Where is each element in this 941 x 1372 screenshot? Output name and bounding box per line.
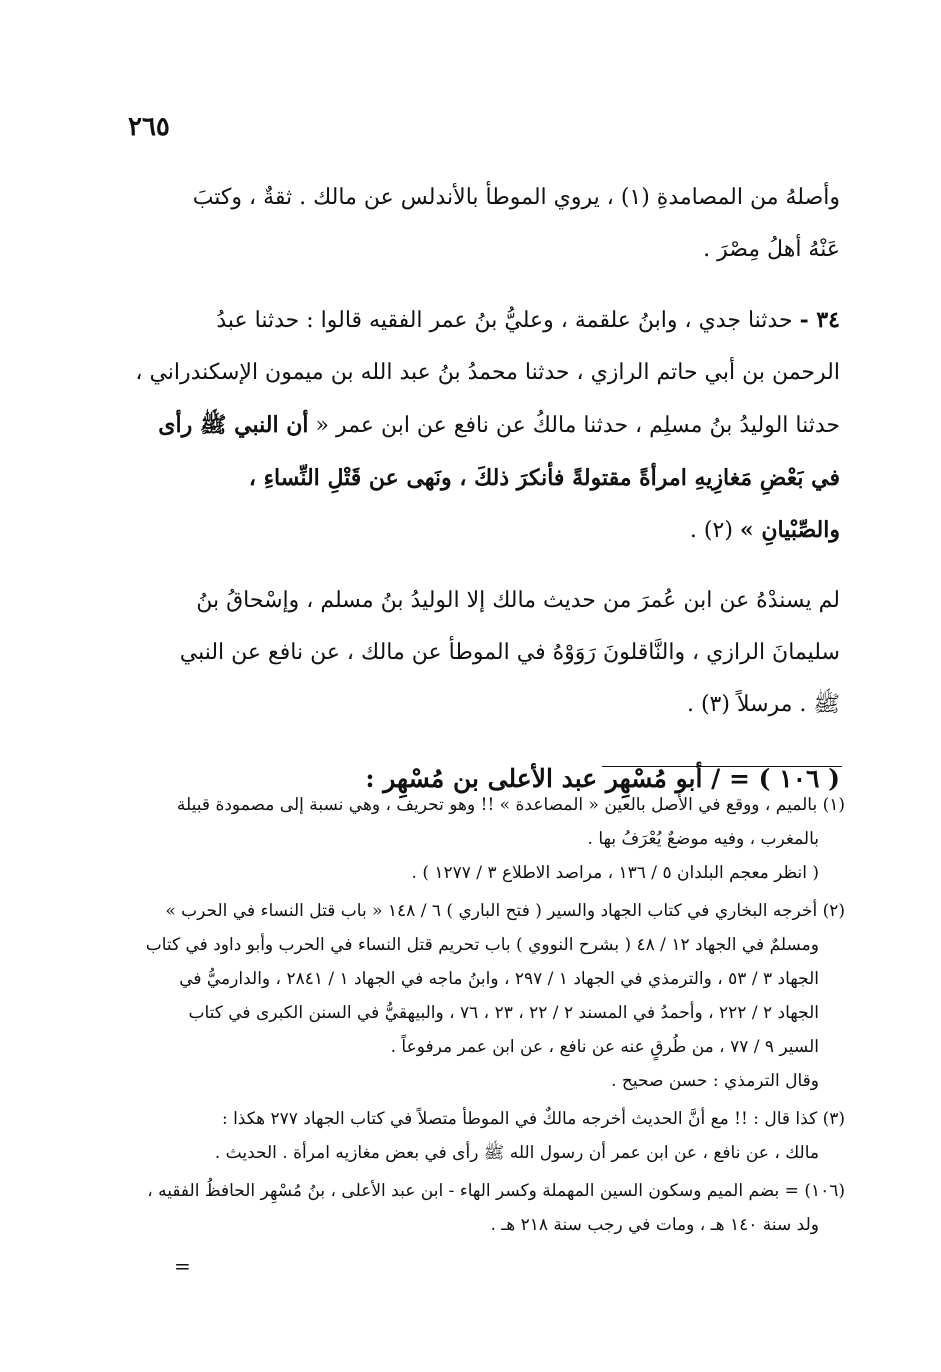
paragraph-commentary bbox=[128, 575, 840, 731]
text-line: وأصلهُ من المصامدةِ (١) ، يروي الموطأ بالأندلس عن مالك . ثقةٌ ، وكتبَ bbox=[192, 185, 840, 210]
footnote-text: بالميم ، ووقع في الأصل بالعين « المصاعدة » !! وهو تحريف ، وهي نسبة إلى مصمودة قبيلة bbox=[176, 795, 818, 815]
hadith-matn: أن النبي ﷺ رأى bbox=[158, 412, 309, 438]
hadith-matn: في بَعْضِ مَغازِيهِ امرأةً مقتولةً فأنكرَ ذلكَ ، ونَهى عن قَتْلِ النِّساءِ ، bbox=[248, 465, 840, 491]
footnote-line bbox=[140, 894, 845, 928]
hadith-number: ٣٤ - bbox=[799, 307, 840, 333]
text-line bbox=[128, 294, 840, 347]
footnote-line: ولد سنة ١٤٠ هـ ، ومات في رجب سنة ٢١٨ هـ . bbox=[490, 1215, 819, 1235]
text-line bbox=[128, 399, 840, 452]
text-line: الرحمن بن أبي حاتم الرازي ، حدثنا محمدُ بنُ عبد الله بن ميمون الإسكندراني ، bbox=[135, 360, 840, 385]
continuation-mark: = bbox=[174, 1254, 191, 1278]
footnote-line: الجهاد ٣ / ٥٣ ، والترمذي في الجهاد ١ / ٢٩٧ ، وابنُ ماجه في الجهاد ١ / ٢٨٤١ ، والدارميُّ في bbox=[179, 969, 819, 989]
footnote-line: ومسلمٌ في الجهاد ١٢ / ٤٨ ( بشرح النووي ) باب تحريم قتل النساء في الحرب وأبو داود في كتاب bbox=[145, 935, 819, 955]
footnote-3 bbox=[140, 1102, 845, 1170]
footnote-106 bbox=[140, 1174, 845, 1242]
footnote-line: بالمغرب ، وفيه موضعٌ يُعْرَفُ بها . bbox=[587, 829, 819, 849]
paragraph-hadith-34 bbox=[128, 294, 840, 557]
main-text bbox=[128, 172, 840, 809]
entry-heading: ( ١٠٦ ) = / أبو مُسْهِر عبد الأعلى بن مُسْهِر : bbox=[365, 764, 840, 793]
footnote-2 bbox=[140, 894, 845, 1098]
paragraph-narrator-description bbox=[128, 172, 840, 276]
footnote-line: وقال الترمذي : حسن صحيح . bbox=[611, 1071, 819, 1091]
footnote-line bbox=[140, 1174, 845, 1208]
footnote-text: كذا قال : !! مع أنَّ الحديث أخرجه مالكٌ في الموطأ متصلاً في كتاب الجهاد ٢٧٧ هكذا : bbox=[221, 1109, 818, 1129]
footnote-line bbox=[140, 788, 845, 822]
footnote-number: (١٠٦) bbox=[804, 1181, 845, 1201]
footnotes bbox=[140, 788, 845, 1246]
footnote-number: (٢) bbox=[822, 901, 845, 921]
isnad-text: حدثنا جدي ، وابنُ علقمة ، وعليُّ بنُ عمر الفقيه قالوا : حدثنا عبدُ bbox=[216, 308, 793, 333]
hadith-matn: والصِّبْيانِ » bbox=[739, 517, 840, 543]
footnote-text: = بضم الميم وسكون السين المهملة وكسر الهاء - ابن عبد الأعلى ، بنُ مُسْهِر الحافظُ الفقيه ، bbox=[147, 1181, 799, 1201]
footnote-line bbox=[140, 1102, 845, 1136]
text-line: سليمانَ الرازي ، والنَّاقلونَ رَوَوْهُ في الموطأ عن مالك ، عن نافع عن النبي bbox=[179, 640, 840, 665]
footnote-line: السير ٩ / ٧٧ ، من طُرقٍ عنه عن نافع ، عن ابن عمر مرفوعاً . bbox=[390, 1037, 819, 1057]
isnad-text: حدثنا الوليدُ بنُ مسلِم ، حدثنا مالكُ عن نافع عن ابن عمر « bbox=[315, 413, 840, 438]
text-line: عَنْهُ أهلُ مِصْرَ . bbox=[703, 237, 840, 262]
footnote-line: ( انظر معجم البلدان ٥ / ١٣٦ ، مراصد الاطلاع ٣ / ١٢٧٧ ) . bbox=[411, 863, 819, 883]
text-line: ﷺ . مرسلاً (٣) . bbox=[686, 692, 840, 717]
footnote-line: الجهاد ٢ / ٢٢٢ ، وأحمدُ في المسند ٢ / ٢٢ ، ٢٣ ، ٧٦ ، والبيهقيُّ في السنن الكبرى في كتاب bbox=[188, 1003, 819, 1023]
footnote-1 bbox=[140, 788, 845, 890]
page-number: ٢٦٥ bbox=[128, 112, 170, 142]
footnote-text: أخرجه البخاري في كتاب الجهاد والسير ( فتح الباري ) ٦ / ١٤٨ « باب قتل النساء في الحرب » bbox=[165, 901, 818, 921]
text-line bbox=[128, 504, 840, 557]
text-line: لم يسندْهُ عن ابن عُمرَ من حديث مالك إلا الوليدُ بنُ مسلم ، وإسْحاقُ بنُ bbox=[196, 588, 840, 613]
footnote-line: مالك ، عن نافع ، عن ابن عمر أن رسول الله ﷺ رأى في بعض مغازيه امرأة . الحديث . bbox=[214, 1143, 819, 1163]
footnote-separator bbox=[602, 766, 842, 767]
footnote-number: (١) bbox=[822, 795, 845, 815]
footnote-ref: (٢) . bbox=[689, 518, 733, 543]
footnote-number: (٣) bbox=[822, 1109, 845, 1129]
